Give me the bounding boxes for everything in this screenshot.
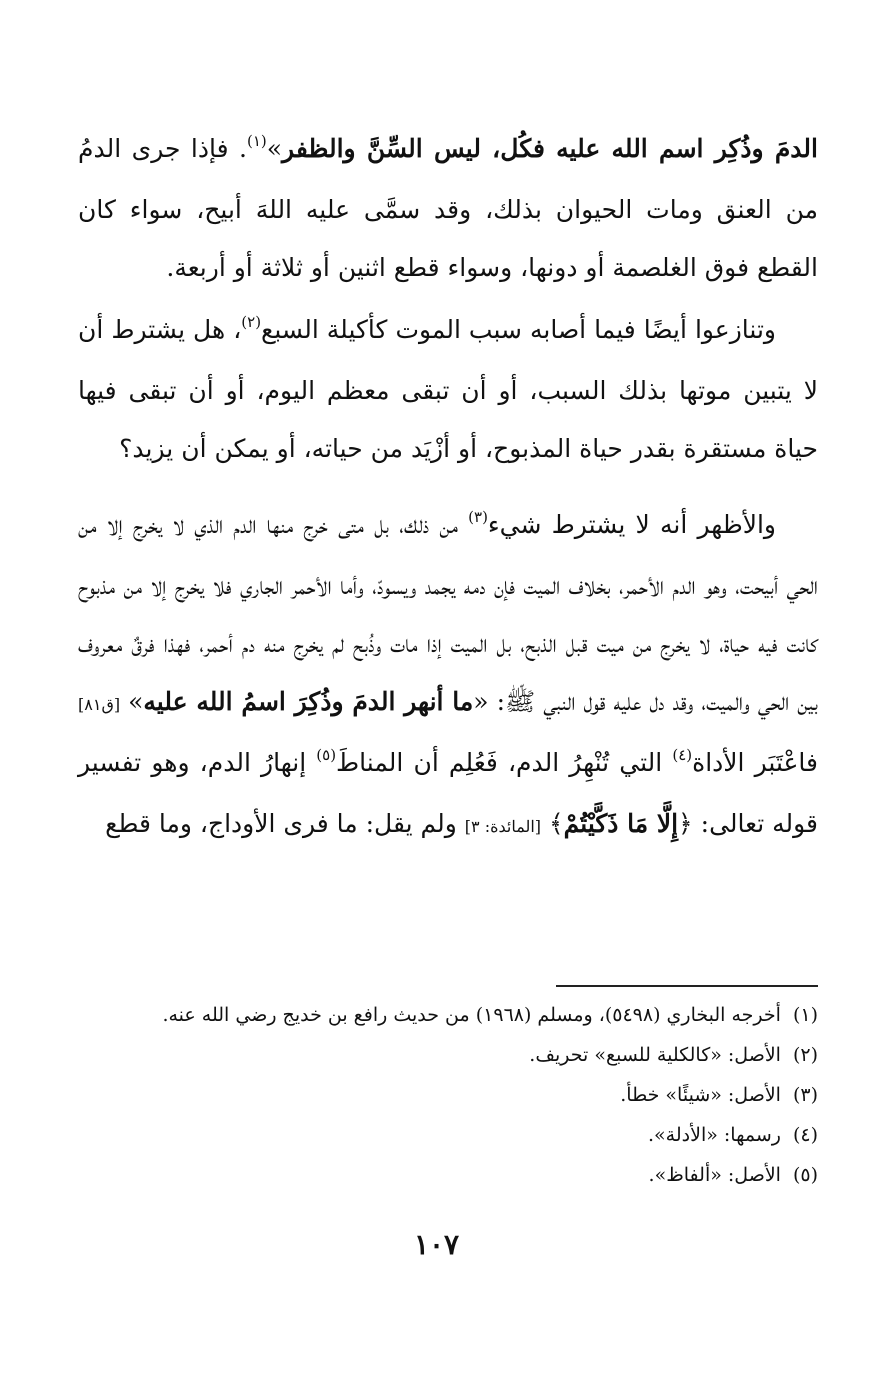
footnote-text: الأصل: «كالكلية للسبع» تحريف.	[529, 1044, 781, 1066]
footnote-text: أخرجه البخاري (٥٤٩٨)، ومسلم (١٩٦٨) من حديث رافع بن خديج رضي الله عنه.	[162, 1004, 781, 1026]
footnote-ref-2: (٢)	[241, 313, 262, 331]
footnote-text: الأصل: «ألفاظ».	[648, 1164, 781, 1186]
paragraph-3	[78, 496, 818, 856]
footnote-number: (١)	[792, 1004, 818, 1026]
footnote-number: (٥)	[792, 1164, 818, 1186]
main-text	[78, 120, 818, 856]
footnote-number: (٤)	[792, 1124, 818, 1146]
paragraph-text: ، هل يشترط أن لا يتبين موتها بذلك السبب، أو أن تبقى معظم اليوم، أو أن تبقى فيها حياة مستقرة بقدر حياة المذبوح، أو أزْيَد من حياته، أو يمكن أن يزيد؟	[78, 315, 818, 463]
paragraph-text: إنهارُ الدم، وهو تفسير قوله تعالى: ﴿	[78, 748, 818, 838]
paragraph-text: من ذلك، بل متى خرج منها الدم الذي لا يخرج إلا من الحي أبيحت، وهو الدم الأحمر، بخلاف الميت فإن دمه يجمد ويسودّ، وأما الأحمر الجاري فلا يخرج إلا من مذبوح كانت فيه حياة، لا يخرج من ميت قبل الذبح، بل الميت إذا مات وذُبح لم يخرج منه دم أحمر، فهذا فرقٌ معروف بين الحي والميت، وقد دل عليه قول النبي ﷺ: «	[78, 510, 818, 716]
footnote-2	[70, 1035, 818, 1075]
footnote-text: رسمها: «الأدلة».	[648, 1124, 781, 1146]
paragraph-text: فاعْتَبَر الأداة	[692, 748, 818, 777]
footnote-number: (٢)	[792, 1044, 818, 1066]
footnote-ref-3: (٣)	[468, 508, 488, 526]
quran-verse: إِلَّا مَا ذَكَّيْتُمْ	[563, 809, 679, 838]
manuscript-folio-marker: [ق٨١]	[78, 695, 121, 714]
hadith-text: الدمَ وذُكِر اسم الله عليه فكُل، ليس السِّنَّ والظفر	[282, 134, 818, 163]
paragraph-1	[78, 120, 818, 297]
paragraph-text: التي تُنْهِرُ الدم، فَعُلِم أن المناطَ	[336, 748, 673, 777]
paragraph-2	[78, 301, 818, 478]
footnote-1	[70, 995, 818, 1035]
hadith-quote: ما أنهر الدمَ وذُكِرَ اسمُ الله عليه	[143, 687, 474, 716]
footnote-number: (٣)	[792, 1084, 818, 1106]
paragraph-text: والأظهر أنه لا يشترط شيء	[487, 510, 776, 539]
footnote-4	[70, 1115, 818, 1155]
paragraph-text: »	[120, 687, 144, 716]
paragraph-text: ولم يقل: ما فرى الأوداج، وما قطع	[105, 809, 465, 838]
footnote-separator	[556, 985, 818, 987]
footnotes	[70, 995, 818, 1195]
footnote-ref-5: (٥)	[316, 746, 337, 764]
page-number: ١٠٧	[413, 1228, 460, 1261]
closing-quote: »	[266, 134, 283, 163]
footnote-3	[70, 1075, 818, 1115]
footnote-ref-1: (١)	[246, 132, 267, 150]
footnote-5	[70, 1155, 818, 1195]
verse-reference: [المائدة: ٣]	[464, 817, 542, 836]
verse-bracket: ﴾	[541, 809, 564, 838]
footnote-ref-4: (٤)	[672, 746, 693, 764]
paragraph-text: . فإذا جرى الدمُ من العنق ومات الحيوان بذلك، وقد سمَّى عليه اللهَ أبيح، سواء كان القطع فوق الغلصمة أو دونها، وسواء قطع اثنين أو ثلاثة أو أربعة.	[78, 134, 818, 282]
paragraph-text: وتنازعوا أيضًا فيما أصابه سبب الموت كأكيلة السبع	[261, 315, 776, 344]
footnote-text: الأصل: «شيئًا» خطأ.	[620, 1084, 781, 1106]
